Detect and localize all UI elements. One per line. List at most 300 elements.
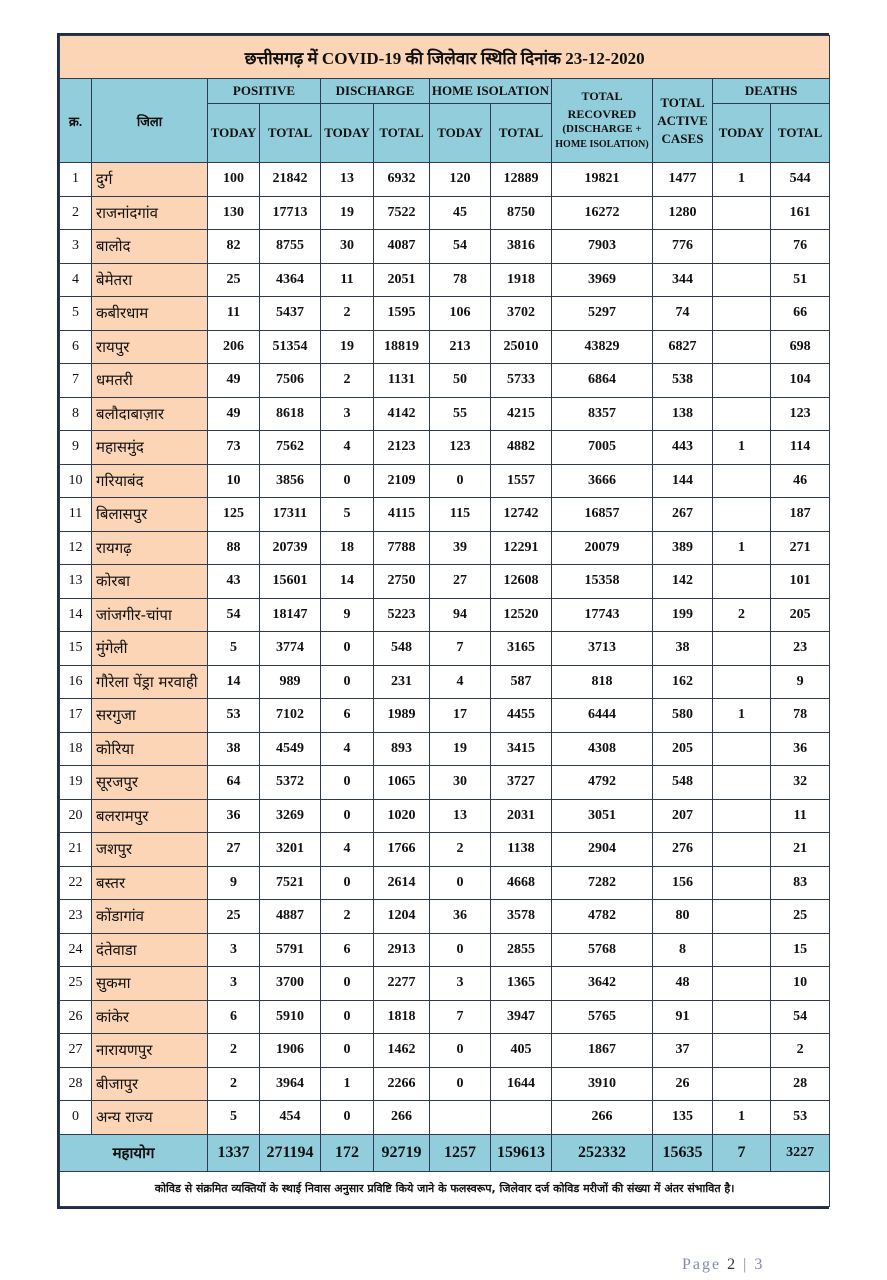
cell-pos-today: 11 <box>208 297 260 331</box>
cell-district: सरगुजा <box>92 699 208 733</box>
cell-active: 205 <box>653 732 713 766</box>
cell-hi-total: 3727 <box>491 766 552 800</box>
cell-hi-today: 4 <box>430 665 491 699</box>
cell-hi-total: 3165 <box>491 632 552 666</box>
cell-district: बलौदाबाज़ार <box>92 397 208 431</box>
cell-pos-today: 53 <box>208 699 260 733</box>
cell-pos-today: 49 <box>208 364 260 398</box>
cell-death-today: 1 <box>713 699 771 733</box>
table-row <box>60 1101 830 1135</box>
cell-district: जांजगीर-चांपा <box>92 598 208 632</box>
cell-dis-total: 266 <box>374 1101 430 1135</box>
cell-hi-total: 4215 <box>491 397 552 431</box>
cell-recovered: 17743 <box>552 598 653 632</box>
cell-pos-total: 17713 <box>260 196 321 230</box>
cell-hi-today: 3 <box>430 967 491 1001</box>
cell-dis-today: 19 <box>321 196 374 230</box>
cell-pos-total: 5791 <box>260 933 321 967</box>
cell-dis-today: 0 <box>321 1000 374 1034</box>
cell-district: सुकमा <box>92 967 208 1001</box>
cell-active: 1477 <box>653 163 713 197</box>
header-total-recovered-line4: HOME ISOLATION) <box>555 139 649 150</box>
cell-active: 162 <box>653 665 713 699</box>
page-prefix: Page <box>682 1256 722 1273</box>
header-active-line1: TOTAL <box>660 94 705 110</box>
page-title: छत्तीसगढ़ में COVID-19 की जिलेवार स्थिति दिनांक 23-12-2020 <box>60 36 830 79</box>
cell-pos-total: 7521 <box>260 866 321 900</box>
cell-hi-today: 7 <box>430 632 491 666</box>
cell-hi-today: 17 <box>430 699 491 733</box>
cell-hi-today: 0 <box>430 933 491 967</box>
cell-dis-today: 0 <box>321 632 374 666</box>
cell-district: दंतेवाडा <box>92 933 208 967</box>
page-current: 2 <box>727 1256 738 1273</box>
cell-dis-today: 19 <box>321 330 374 364</box>
grand-total-row <box>60 1134 830 1171</box>
cell-death-total: 78 <box>771 699 830 733</box>
cell-hi-total: 25010 <box>491 330 552 364</box>
cell-pos-total: 4364 <box>260 263 321 297</box>
table-row <box>60 598 830 632</box>
cell-dis-today: 0 <box>321 464 374 498</box>
cell-district: मुंगेली <box>92 632 208 666</box>
cell-recovered: 4308 <box>552 732 653 766</box>
cell-death-total: 25 <box>771 900 830 934</box>
cell-pos-today: 43 <box>208 565 260 599</box>
cell-district: सूरजपुर <box>92 766 208 800</box>
table-row <box>60 330 830 364</box>
cell-pos-today: 54 <box>208 598 260 632</box>
cell-death-total: 51 <box>771 263 830 297</box>
cell-hi-today: 55 <box>430 397 491 431</box>
cell-active: 776 <box>653 230 713 264</box>
cell-district: गौरेला पेंड्रा मरवाही <box>92 665 208 699</box>
table-row <box>60 833 830 867</box>
cell-dis-today: 3 <box>321 397 374 431</box>
cell-hi-total: 1644 <box>491 1067 552 1101</box>
cell-dis-total: 1818 <box>374 1000 430 1034</box>
cell-recovered: 3713 <box>552 632 653 666</box>
cell-recovered: 3969 <box>552 263 653 297</box>
cell-dis-total: 7788 <box>374 531 430 565</box>
header-total-recovered-line2: RECOVRED <box>567 107 637 121</box>
cell-pos-total: 8618 <box>260 397 321 431</box>
header-deaths-total: TOTAL <box>771 104 830 163</box>
cell-pos-today: 5 <box>208 1101 260 1135</box>
cell-pos-today: 125 <box>208 498 260 532</box>
cell-dis-today: 0 <box>321 1101 374 1135</box>
cell-dis-total: 2614 <box>374 866 430 900</box>
cell-hi-today <box>430 1101 491 1135</box>
cell-active: 144 <box>653 464 713 498</box>
cell-pos-today: 82 <box>208 230 260 264</box>
cell-pos-total: 1906 <box>260 1034 321 1068</box>
cell-recovered: 3642 <box>552 967 653 1001</box>
cell-sn: 25 <box>60 967 92 1001</box>
header-discharge-total: TOTAL <box>374 104 430 163</box>
header-discharge-today: TODAY <box>321 104 374 163</box>
table-row <box>60 766 830 800</box>
cell-death-total: 101 <box>771 565 830 599</box>
cell-death-total: 23 <box>771 632 830 666</box>
cell-pos-today: 36 <box>208 799 260 833</box>
cell-pos-total: 3201 <box>260 833 321 867</box>
cell-death-total: 76 <box>771 230 830 264</box>
table-row <box>60 531 830 565</box>
cell-dis-total: 231 <box>374 665 430 699</box>
cell-hi-total: 4455 <box>491 699 552 733</box>
cell-death-total: 54 <box>771 1000 830 1034</box>
page-number <box>682 1256 764 1274</box>
cell-death-today: 1 <box>713 531 771 565</box>
header-hi-today: TODAY <box>430 104 491 163</box>
cell-hi-today: 123 <box>430 431 491 465</box>
cell-dis-today: 9 <box>321 598 374 632</box>
cell-recovered: 3910 <box>552 1067 653 1101</box>
cell-hi-total: 4668 <box>491 866 552 900</box>
table-row <box>60 967 830 1001</box>
cell-pos-total: 18147 <box>260 598 321 632</box>
table-row <box>60 632 830 666</box>
cell-recovered: 8357 <box>552 397 653 431</box>
table-row <box>60 699 830 733</box>
cell-dis-today: 6 <box>321 699 374 733</box>
grand-total-dis-today: 172 <box>321 1134 374 1171</box>
cell-active: 207 <box>653 799 713 833</box>
cell-sn: 0 <box>60 1101 92 1135</box>
cell-hi-total: 1918 <box>491 263 552 297</box>
cell-pos-total: 989 <box>260 665 321 699</box>
table-row <box>60 933 830 967</box>
cell-hi-today: 13 <box>430 799 491 833</box>
cell-district: बस्तर <box>92 866 208 900</box>
cell-dis-total: 6932 <box>374 163 430 197</box>
cell-death-today <box>713 766 771 800</box>
header-discharge: DISCHARGE <box>321 79 430 104</box>
cell-pos-total: 5372 <box>260 766 321 800</box>
cell-death-total: 11 <box>771 799 830 833</box>
cell-sn: 24 <box>60 933 92 967</box>
cell-pos-today: 25 <box>208 263 260 297</box>
cell-pos-total: 7562 <box>260 431 321 465</box>
cell-pos-today: 25 <box>208 900 260 934</box>
cell-dis-today: 4 <box>321 833 374 867</box>
cell-dis-total: 1766 <box>374 833 430 867</box>
cell-pos-total: 17311 <box>260 498 321 532</box>
cell-active: 548 <box>653 766 713 800</box>
cell-dis-total: 2051 <box>374 263 430 297</box>
cell-hi-total: 1557 <box>491 464 552 498</box>
cell-active: 138 <box>653 397 713 431</box>
cell-sn: 10 <box>60 464 92 498</box>
cell-hi-today: 115 <box>430 498 491 532</box>
cell-hi-total: 12889 <box>491 163 552 197</box>
cell-hi-total: 2031 <box>491 799 552 833</box>
cell-recovered: 266 <box>552 1101 653 1135</box>
cell-active: 26 <box>653 1067 713 1101</box>
cell-death-today <box>713 1034 771 1068</box>
cell-district: रायगढ़ <box>92 531 208 565</box>
cell-dis-total: 2277 <box>374 967 430 1001</box>
cell-sn: 17 <box>60 699 92 733</box>
cell-hi-today: 2 <box>430 833 491 867</box>
cell-district: धमतरी <box>92 364 208 398</box>
cell-sn: 2 <box>60 196 92 230</box>
cell-death-total: 83 <box>771 866 830 900</box>
cell-hi-today: 50 <box>430 364 491 398</box>
table-row <box>60 196 830 230</box>
cell-hi-total: 3415 <box>491 732 552 766</box>
grand-total-recovered: 252332 <box>552 1134 653 1171</box>
cell-death-total: 66 <box>771 297 830 331</box>
cell-pos-total: 51354 <box>260 330 321 364</box>
cell-dis-today: 2 <box>321 364 374 398</box>
cell-pos-today: 38 <box>208 732 260 766</box>
cell-district: कबीरधाम <box>92 297 208 331</box>
cell-death-total: 205 <box>771 598 830 632</box>
header-positive-total: TOTAL <box>260 104 321 163</box>
cell-active: 48 <box>653 967 713 1001</box>
cell-death-total: 2 <box>771 1034 830 1068</box>
cell-pos-today: 5 <box>208 632 260 666</box>
cell-dis-total: 1204 <box>374 900 430 934</box>
cell-pos-today: 2 <box>208 1034 260 1068</box>
cell-pos-today: 49 <box>208 397 260 431</box>
cell-hi-today: 94 <box>430 598 491 632</box>
cell-death-today <box>713 833 771 867</box>
cell-recovered: 15358 <box>552 565 653 599</box>
cell-district: बलरामपुर <box>92 799 208 833</box>
covid-district-table <box>59 35 830 1207</box>
header-active-cases <box>653 79 713 163</box>
cell-hi-total: 12520 <box>491 598 552 632</box>
cell-death-today <box>713 297 771 331</box>
cell-pos-total: 20739 <box>260 531 321 565</box>
header-deaths: DEATHS <box>713 79 830 104</box>
cell-active: 142 <box>653 565 713 599</box>
cell-dis-today: 2 <box>321 900 374 934</box>
cell-sn: 16 <box>60 665 92 699</box>
cell-death-today <box>713 498 771 532</box>
cell-recovered: 3051 <box>552 799 653 833</box>
table-row <box>60 464 830 498</box>
cell-death-today: 1 <box>713 163 771 197</box>
header-total-recovered-line1: TOTAL <box>581 89 623 103</box>
cell-district: कांकेर <box>92 1000 208 1034</box>
cell-sn: 12 <box>60 531 92 565</box>
cell-recovered: 4792 <box>552 766 653 800</box>
cell-recovered: 20079 <box>552 531 653 565</box>
cell-dis-today: 4 <box>321 431 374 465</box>
cell-death-total: 104 <box>771 364 830 398</box>
cell-active: 135 <box>653 1101 713 1135</box>
cell-death-today <box>713 397 771 431</box>
cell-recovered: 6864 <box>552 364 653 398</box>
header-total-recovered <box>552 79 653 163</box>
cell-sn: 20 <box>60 799 92 833</box>
cell-dis-total: 1462 <box>374 1034 430 1068</box>
cell-death-today <box>713 866 771 900</box>
cell-sn: 1 <box>60 163 92 197</box>
cell-active: 6827 <box>653 330 713 364</box>
cell-hi-total: 12291 <box>491 531 552 565</box>
cell-dis-today: 0 <box>321 766 374 800</box>
cell-death-total: 36 <box>771 732 830 766</box>
cell-dis-total: 2123 <box>374 431 430 465</box>
table-row <box>60 799 830 833</box>
cell-hi-total: 12608 <box>491 565 552 599</box>
table-row <box>60 498 830 532</box>
table-row <box>60 665 830 699</box>
cell-hi-today: 54 <box>430 230 491 264</box>
cell-district: गरियाबंद <box>92 464 208 498</box>
cell-recovered: 818 <box>552 665 653 699</box>
cell-dis-total: 893 <box>374 732 430 766</box>
cell-death-total: 10 <box>771 967 830 1001</box>
cell-pos-today: 27 <box>208 833 260 867</box>
cell-death-today <box>713 1067 771 1101</box>
header-sn: क्र. <box>60 79 92 163</box>
cell-death-total: 123 <box>771 397 830 431</box>
cell-pos-today: 206 <box>208 330 260 364</box>
table-row <box>60 1067 830 1101</box>
cell-dis-total: 548 <box>374 632 430 666</box>
cell-sn: 5 <box>60 297 92 331</box>
cell-district: कोंडागांव <box>92 900 208 934</box>
cell-dis-total: 18819 <box>374 330 430 364</box>
cell-district: बालोद <box>92 230 208 264</box>
cell-dis-today: 0 <box>321 665 374 699</box>
cell-hi-today: 0 <box>430 866 491 900</box>
cell-pos-today: 2 <box>208 1067 260 1101</box>
cell-hi-total: 3702 <box>491 297 552 331</box>
header-active-line2: ACTIVE <box>657 112 708 128</box>
table-row <box>60 263 830 297</box>
header-positive-today: TODAY <box>208 104 260 163</box>
cell-death-today: 2 <box>713 598 771 632</box>
cell-pos-total: 7506 <box>260 364 321 398</box>
cell-death-today <box>713 933 771 967</box>
header-active-line3: CASES <box>661 130 704 146</box>
cell-pos-total: 3856 <box>260 464 321 498</box>
cell-district: बेमेतरा <box>92 263 208 297</box>
table-row <box>60 565 830 599</box>
cell-death-today <box>713 967 771 1001</box>
table-row <box>60 900 830 934</box>
cell-pos-total: 3774 <box>260 632 321 666</box>
cell-active: 80 <box>653 900 713 934</box>
cell-hi-total: 5733 <box>491 364 552 398</box>
cell-district: अन्य राज्य <box>92 1101 208 1135</box>
grand-total-hi-total: 159613 <box>491 1134 552 1171</box>
cell-district: दुर्ग <box>92 163 208 197</box>
header-district: जिला <box>92 79 208 163</box>
cell-pos-today: 64 <box>208 766 260 800</box>
cell-hi-total: 3816 <box>491 230 552 264</box>
cell-hi-total: 1138 <box>491 833 552 867</box>
cell-dis-today: 4 <box>321 732 374 766</box>
cell-dis-total: 1020 <box>374 799 430 833</box>
cell-pos-total: 4549 <box>260 732 321 766</box>
cell-pos-total: 3700 <box>260 967 321 1001</box>
cell-pos-total: 15601 <box>260 565 321 599</box>
cell-dis-total: 4115 <box>374 498 430 532</box>
cell-dis-today: 30 <box>321 230 374 264</box>
cell-death-today <box>713 632 771 666</box>
cell-district: महासमुंद <box>92 431 208 465</box>
cell-recovered: 16272 <box>552 196 653 230</box>
cell-dis-today: 0 <box>321 967 374 1001</box>
cell-active: 91 <box>653 1000 713 1034</box>
cell-dis-total: 1131 <box>374 364 430 398</box>
cell-death-today <box>713 196 771 230</box>
cell-pos-total: 7102 <box>260 699 321 733</box>
cell-dis-today: 18 <box>321 531 374 565</box>
cell-hi-total: 1365 <box>491 967 552 1001</box>
cell-active: 156 <box>653 866 713 900</box>
header-positive: POSITIVE <box>208 79 321 104</box>
cell-hi-total: 405 <box>491 1034 552 1068</box>
cell-recovered: 16857 <box>552 498 653 532</box>
cell-pos-today: 100 <box>208 163 260 197</box>
table-row <box>60 297 830 331</box>
cell-recovered: 1867 <box>552 1034 653 1068</box>
cell-dis-today: 13 <box>321 163 374 197</box>
cell-active: 1280 <box>653 196 713 230</box>
cell-dis-total: 2913 <box>374 933 430 967</box>
table-row <box>60 397 830 431</box>
cell-death-today: 1 <box>713 1101 771 1135</box>
cell-death-today <box>713 230 771 264</box>
cell-sn: 21 <box>60 833 92 867</box>
table-row <box>60 364 830 398</box>
cell-sn: 3 <box>60 230 92 264</box>
table-row <box>60 866 830 900</box>
grand-total-active: 15635 <box>653 1134 713 1171</box>
cell-pos-total: 3964 <box>260 1067 321 1101</box>
grand-total-hi-today: 1257 <box>430 1134 491 1171</box>
cell-hi-today: 0 <box>430 1067 491 1101</box>
cell-hi-today: 27 <box>430 565 491 599</box>
cell-dis-today: 0 <box>321 866 374 900</box>
cell-pos-total: 21842 <box>260 163 321 197</box>
table-row <box>60 1034 830 1068</box>
cell-pos-today: 6 <box>208 1000 260 1034</box>
cell-death-today <box>713 799 771 833</box>
header-hi-total: TOTAL <box>491 104 552 163</box>
cell-hi-today: 106 <box>430 297 491 331</box>
cell-pos-total: 8755 <box>260 230 321 264</box>
cell-recovered: 7282 <box>552 866 653 900</box>
cell-recovered: 43829 <box>552 330 653 364</box>
cell-hi-total: 4882 <box>491 431 552 465</box>
cell-active: 267 <box>653 498 713 532</box>
cell-death-total: 114 <box>771 431 830 465</box>
cell-active: 538 <box>653 364 713 398</box>
cell-hi-today: 78 <box>430 263 491 297</box>
cell-district: राजनांदगांव <box>92 196 208 230</box>
cell-active: 38 <box>653 632 713 666</box>
cell-death-today <box>713 364 771 398</box>
cell-death-total: 161 <box>771 196 830 230</box>
cell-district: कोरिया <box>92 732 208 766</box>
cell-death-today <box>713 732 771 766</box>
header-home-isolation: HOME ISOLATION <box>430 79 552 104</box>
cell-hi-total: 8750 <box>491 196 552 230</box>
cell-dis-total: 5223 <box>374 598 430 632</box>
cell-hi-total: 3947 <box>491 1000 552 1034</box>
cell-death-total: 187 <box>771 498 830 532</box>
